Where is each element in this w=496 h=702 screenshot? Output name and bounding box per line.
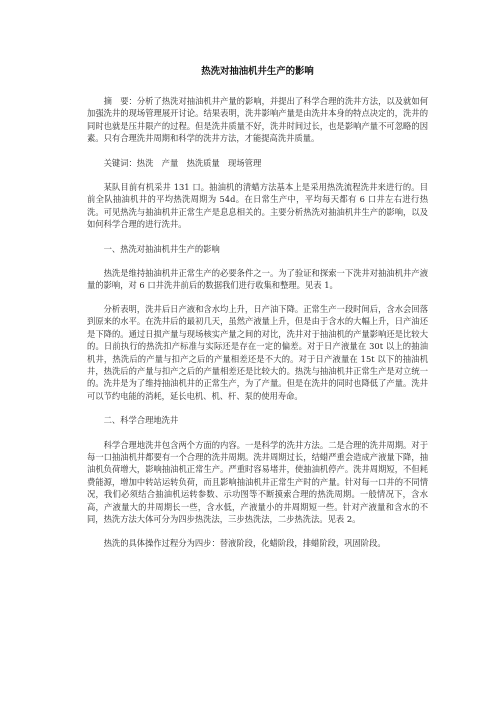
section1-paragraph-2: 分析表明，洗井后日产液和含水均上升，日产油下降。正常生产一段时间后，含水会回落到原来的水平。在洗井后的最初几天，虽然产液量上升，但是由于含水的大幅上升，日产油还是下降的。通过日损产量与现场核实产量之间的对比，洗井对于抽油机的产量影响还是比较大的。日前执行的热洗扣产标准与实际还是存在一定的偏差。对于日产液量在 30t 以上的抽油机井，热洗后的产量与扣产之后的产量相差还是不大的。对于日产液量在 15t 以下的抽油机井，热洗后的产量与扣产之后的产量相差还是比较大的。热洗与抽油机井正常生产是对立统一的。洗井是为了维持抽油机井的正常生产，为了产量。但是在洗井的同时也降低了产量。洗井可以节约电能的消耗，延长电机、机、杆、泵的使用寿命。 bbox=[87, 303, 428, 401]
abstract-paragraph: 摘 要：分析了热洗对抽油机井产量的影响，并提出了科学合理的洗井方法，以及就如何加强洗井的现场管理展开讨论。结果表明，洗井影响产量是由洗井本身的特点决定的，洗井的同时也就是压井限产的过程。但是洗井质量不好，洗井时间过长，也是影响产量不可忽略的因素。只有合理洗井周期和科学的洗井方法，才能提高洗井质量。 bbox=[87, 96, 428, 144]
spacer bbox=[87, 427, 428, 439]
document-title: 热洗对抽油机井生产的影响 bbox=[201, 66, 314, 77]
spacer bbox=[87, 169, 428, 181]
section2-paragraph-1: 科学合理地洗井包含两个方面的内容。一是科学的洗井方法。二是合理的洗井周期。对于每一口抽油机井都要有一个合理的洗井周期。洗井周期过长，结蜡严重会造成产液量下降，抽油机负荷增大，影响抽油机正常生产。严重时容易堵井，使抽油机停产。洗井周期短，不但耗费能源，增加中转站运转负荷，而且影响抽油机井正常生产时的产量。针对每一口井的不同情况，我们必须结合抽油机运转参数、示功图等不断摸索合理的热洗周期。一般情况下，含水高，产液量大的井周期长一些，含水低，产液量小的井周期短一些。针对产液量和含水的不同，热洗方法大体可分为四步热洗法，三步热洗法，二步热洗法。见表 2。 bbox=[87, 439, 428, 524]
section1-heading: 一、热洗对抽油机井生产的影响 bbox=[103, 243, 220, 254]
section1-paragraph-1: 热洗是维持抽油机井正常生产的必要条件之一。为了验证和探索一下洗井对抽油机井产液量的影响，对 6 口井洗井前后的数据我们进行收集和整理。见表 1。 bbox=[87, 268, 428, 291]
spacer bbox=[87, 402, 428, 414]
keywords-line: 关键词：热洗 产量 热洗质量 现场管理 bbox=[103, 157, 262, 168]
spacer bbox=[87, 292, 428, 303]
spacer bbox=[87, 145, 428, 157]
intro-paragraph: 某队目前有机采井 131 口。抽油机的清蜡方法基本上是采用热洗流程洗井来进行的。目前全队抽油机井的平均热洗周期为 54d。在日常生产中，平均每天都有 6 口井左右进行热洗。可见热洗与抽油机井正常生产是息息相关的。主要分析热洗对抽油机井生产的影响，以及如何科学合理的进行洗井。 bbox=[87, 182, 428, 230]
spacer bbox=[87, 255, 428, 267]
section2-paragraph-2: 热洗的具体操作过程分为四步：替液阶段，化蜡阶段，排蜡阶段，巩固阶段。 bbox=[103, 538, 386, 549]
spacer bbox=[87, 525, 428, 537]
spacer bbox=[87, 231, 428, 243]
section2-heading: 二、科学合理地洗井 bbox=[103, 415, 179, 426]
